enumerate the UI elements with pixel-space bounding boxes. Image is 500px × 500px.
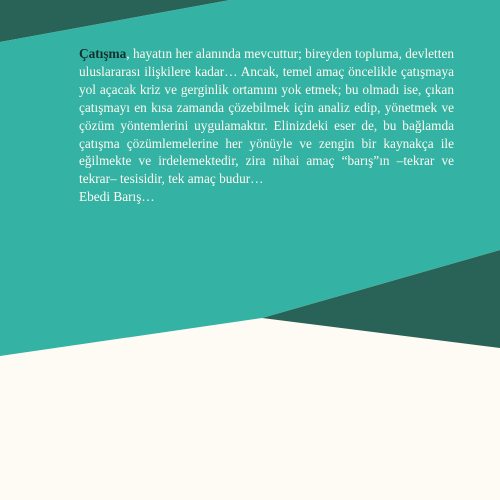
- blurb-text: [79, 45, 454, 206]
- blurb-body: , hayatın her alanında mevcuttur; bireyden topluma, devletten uluslararası ilişkilere kadar… Ancak, temel amaç öncelikle çatışmaya yol açacak kriz ve gerginlik ortamını yok etmek; bu olmadı ise, çıkan çatışmayı en kısa zamanda çözebilmek için analiz edip, yönetmek ve çözüm yöntemlerini uygulamaktır. Elinizdeki eser de, bu bağlamda çatışma çözümlemelerine her yönüyle ve zengin bir kaynakça ile eğilmekte ve irdelemektedir, zira nihai amaç “barış”ın –tekrar ve tekrar– tesisidir, tek amaç budur…: [79, 46, 454, 187]
- blurb-paragraph: [79, 45, 454, 188]
- closing-line: Ebedi Barış…: [79, 189, 155, 205]
- lead-word: Çatışma: [79, 46, 127, 61]
